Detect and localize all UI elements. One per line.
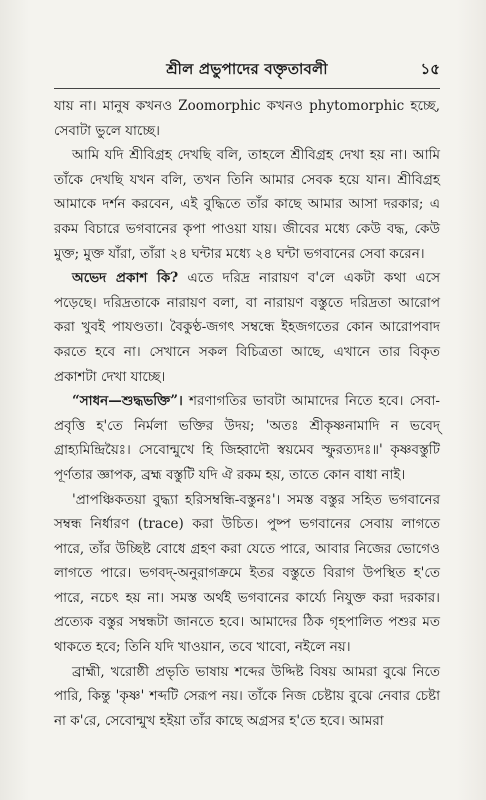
paragraph-text: আমি যদি শ্রীবিগ্রহ দেখছি বলি, তাহলে শ্রীবিগ্রহ দেখা হয় না। আমি তাঁকে দেখছি যখন বলি, তখন তিনি আমার সেবক হয়ে যান। শ্রীবিগ্রহ আমাকে দর্শন করবেন, এই বুদ্ধিতে তাঁর কাছে আমার আসা দরকার; এ রকম বিচারে ভগবানের কৃপা পাওয়া যায়। জীবের মধ্যে কেউ বদ্ধ, কেউ মুক্ত; মুক্ত যাঁরা, তাঁরা ২৪ ঘন্টার মধ্যে ২৪ ঘন্টা ভগবানের সেবা করেন। (54, 147, 440, 262)
paragraph-lead: অভেদ প্রকাশ কি? (72, 270, 179, 287)
paragraph-lead: “সাধন—শুদ্ধভক্তি”। (72, 393, 183, 410)
paragraph (54, 266, 440, 389)
running-head-title: শ্রীল প্রভুপাদের বক্তৃতাবলী (166, 60, 328, 78)
paragraph-text: যায় না। মানুষ কখনও Zoomorphic কখনও phytomorphic হচ্ছে, সেবাটা ভুলে যাচ্ছে। (54, 98, 440, 139)
paragraph (54, 389, 440, 487)
header-rule (54, 88, 440, 89)
paragraph-text: এতে দরিদ্র নারায়ণ ব'লে একটা কথা এসে পড়েছে। দরিদ্রতাকে নারায়ণ বলা, বা নারায়ণ বস্তুতে দরিদ্রতা আরোপ করা খুবই পাযণ্ডতা। বৈকুণ্ঠ-জগৎ সম্বন্ধে ইহজগতের কোন আরোপবাদ করতে হবে না। সেখানে সকল বিচিত্রতা আছে, এখানে তার বিকৃত প্রকাশটা দেখা যাচ্ছে। (54, 270, 440, 385)
paragraph-text: ব্রাহ্মী, খরোষ্ঠী প্রভৃতি ভাষায় শব্দের উদ্দিষ্ট বিষয় আমরা বুঝে নিতে পারি, কিন্তু 'কৃষ্ণ' শব্দটি সেরূপ নয়। তাঁকে নিজ চেষ্টায় বুঝে নেবার চেষ্টা না ক'রে, সেবোন্মুখ হইয়া তাঁর কাছে অগ্রসর হ'তে হবে। আমরা (54, 663, 440, 729)
paragraph (54, 660, 440, 734)
paragraph-text: শরণাগতির ভাবটা আমাদের নিতে হবে। সেবা-প্রবৃত্তি হ'তে নির্মলা ভক্তির উদয়; 'অতঃ শ্রীকৃষ্ণনামাদি ন ভবেদ্ গ্রাহ্যমিন্দ্রিয়ৈঃ। সেবোন্মুখে হি জিহ্বাদৌ স্বয়মেব স্ফুরত্যদঃ॥' কৃষ্ণবস্তুটি পূর্ণতার জ্ঞাপক, ব্রহ্ম বস্তুটি যদি ঐ রকম হয়, তাতে কোন বাধা নাই। (54, 393, 440, 483)
page-number: ১৫ (420, 60, 440, 78)
paragraph-text: 'প্রাপঞ্চিকতয়া বুদ্ধ্যা হরিসম্বন্ধি-বস্তুনঃ'। সমস্ত বস্তুর সহিত ভগবানের সম্বন্ধ নির্ধারণ (trace) করা উচিত। পুষ্প ভগবানের সেবায় লাগতে পারে, তাঁর উচ্ছিষ্ট বোধে গ্রহণ করা যেতে পারে, আবার নিজের ভোগেও লাগতে পারে। ভগবদ্-অনুরাগক্রমে ইতর বস্তুতে বিরাগ উপস্থিত হ'তে পারে, নচেৎ হয় না। সমস্ত অর্থই ভগবানের কার্য্যে নিযুক্ত করা দরকার। প্রত্যেক বস্তুর সম্বন্ধটা জানতে হবে। আমাদের ঠিক গৃহপালিত পশুর মত থাকতে হবে; তিনি যদি খাওয়ান, তবে খাবো, নইলে নয়। (54, 491, 440, 656)
page-body (54, 94, 440, 733)
paragraph (54, 94, 440, 143)
running-head (54, 58, 440, 84)
paragraph (54, 488, 440, 660)
paragraph (54, 143, 440, 266)
